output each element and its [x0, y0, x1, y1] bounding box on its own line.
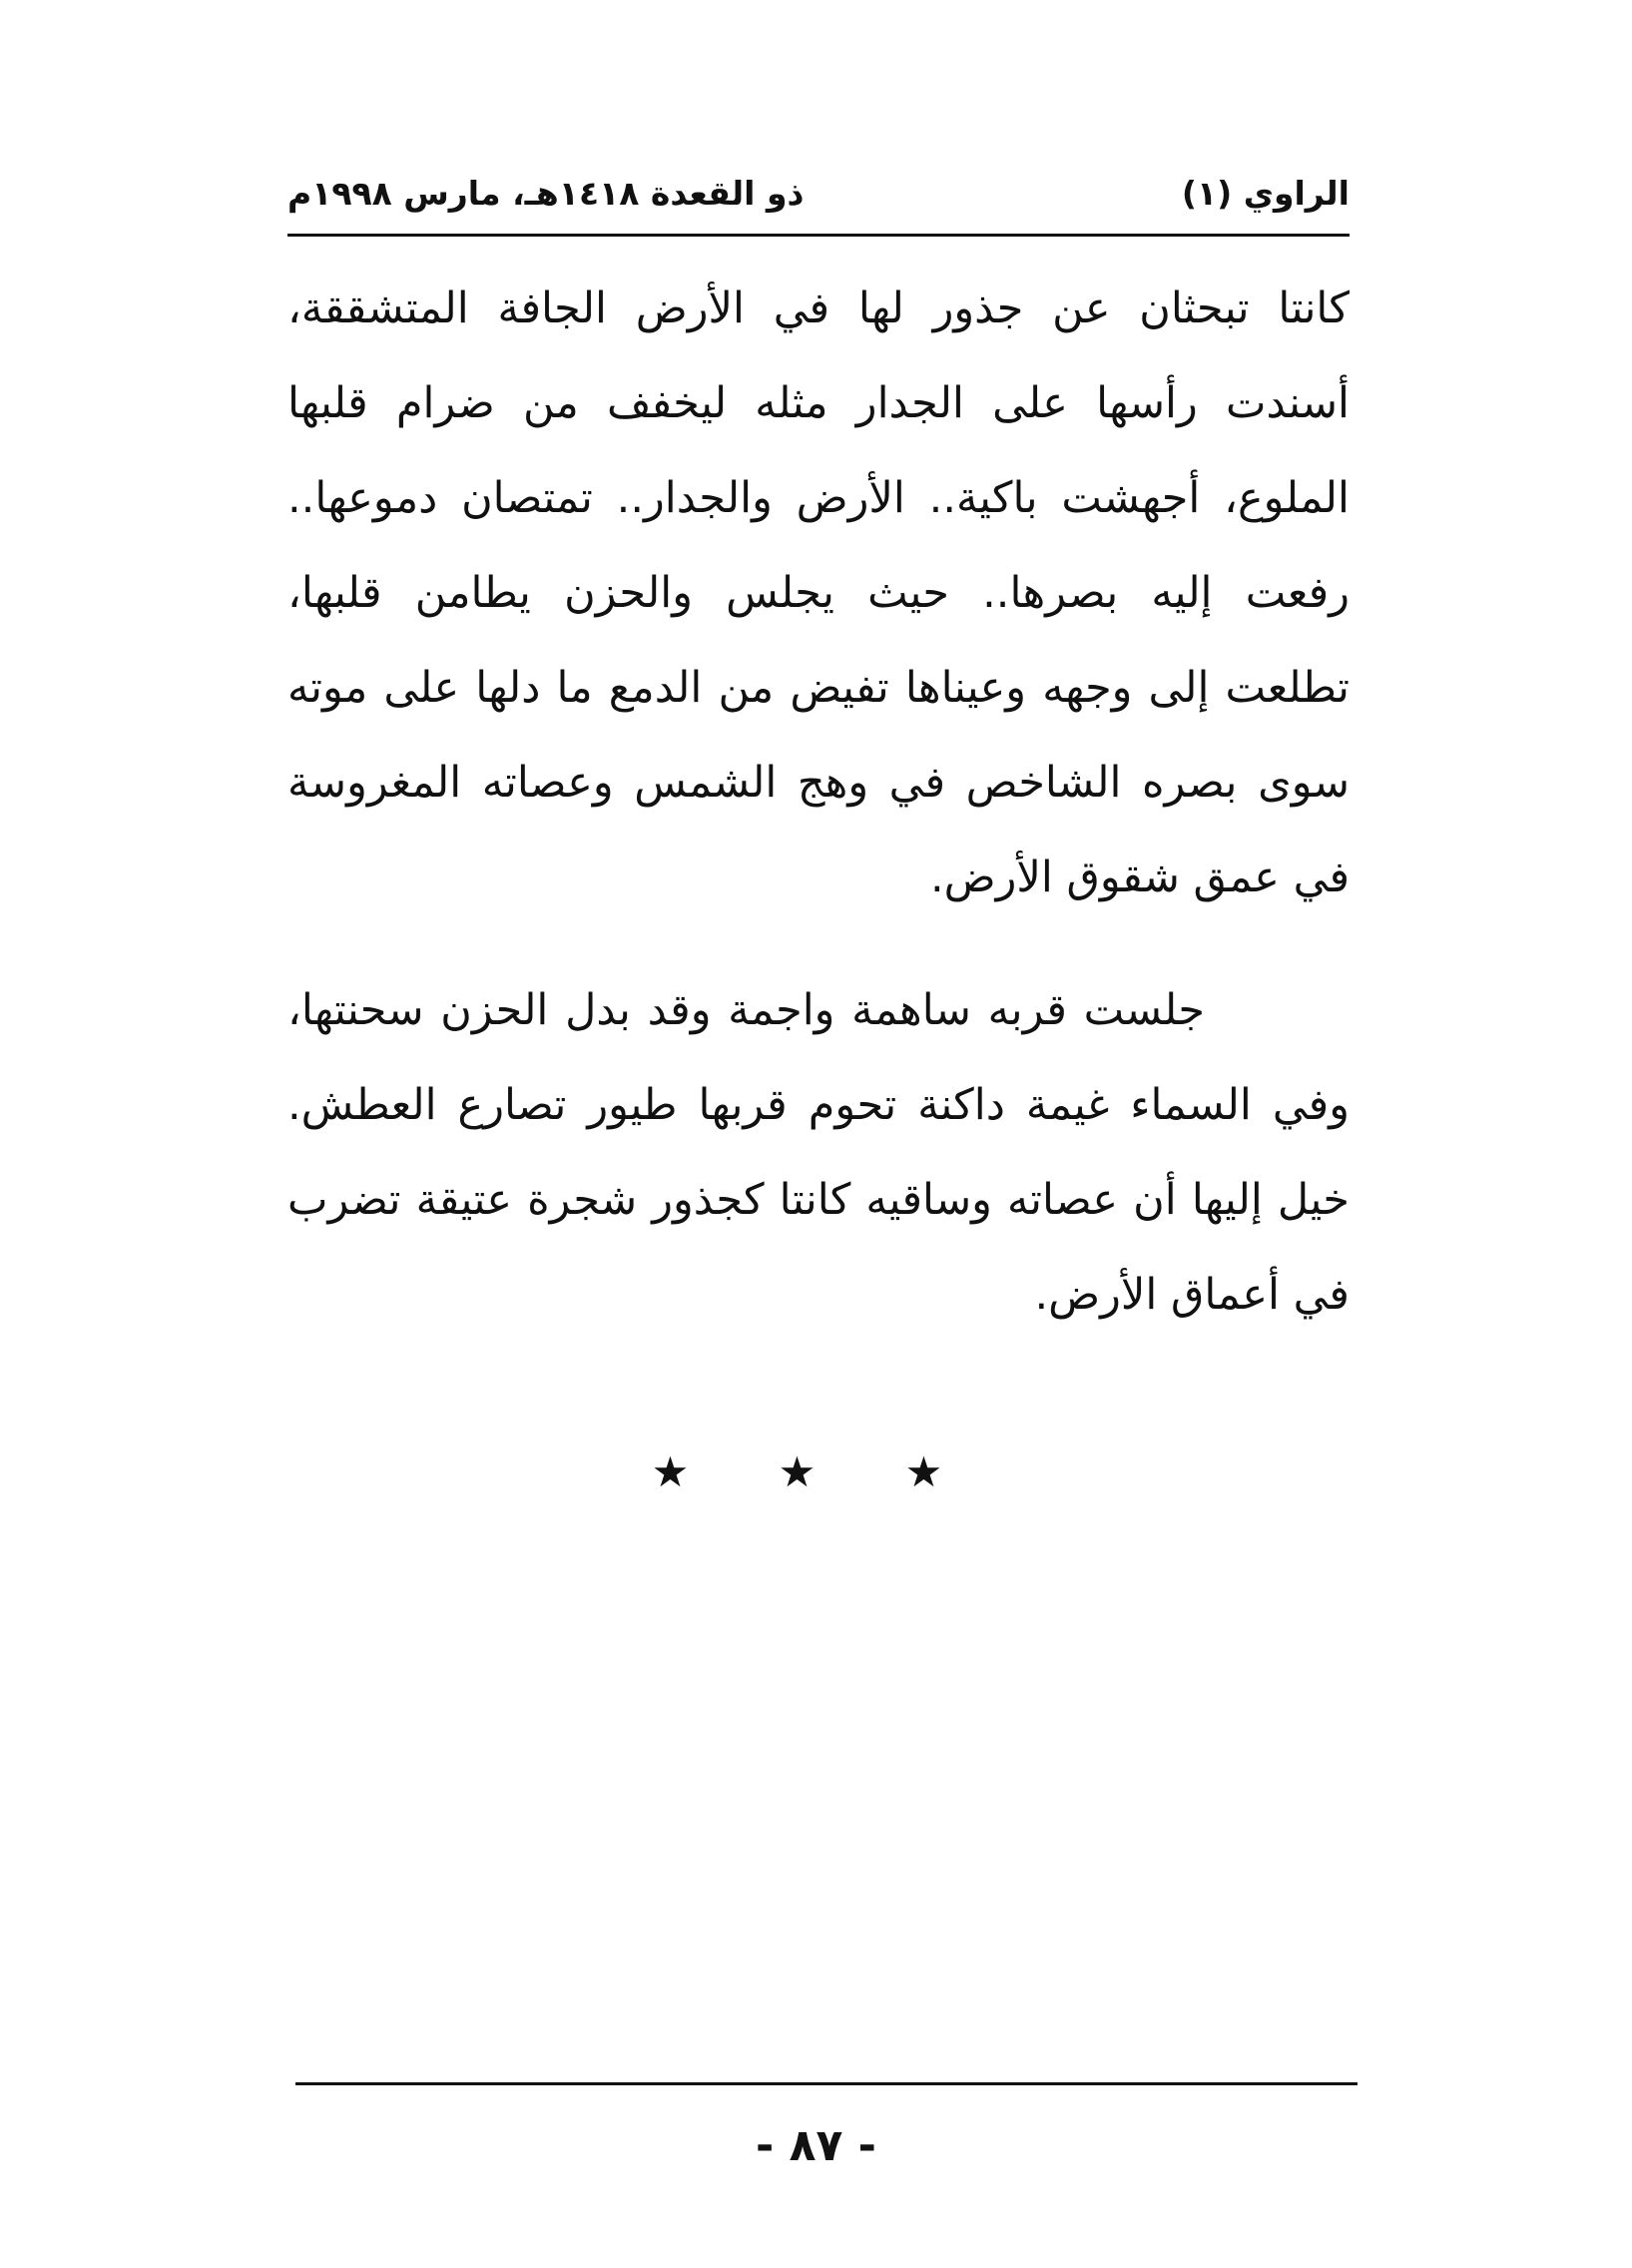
header-title: الراوي (١): [1181, 174, 1350, 213]
body-text: [287, 262, 1350, 1343]
running-header: [287, 168, 1350, 228]
paragraph-1: كانتا تبحثان عن جذور لها في الأرض الجافة المتشققة، أسندت رأسها على الجدار مثله ليخفف من ضرام قلبها الملوع، أجهشت باكية.. الأرض والجدار.. تمتصان دموعها.. رفعت إليه بصرها.. حيث يجلس والحزن يطامن قلبها، تطلعت إلى وجهه وعيناها تفيض من الدمع ما دلها على موته سوى بصره الشاخص في وهج الشمس وعصاته المغروسة في عمق شقوق الأرض.: [287, 284, 1350, 902]
header-divider: [287, 234, 1350, 237]
paragraph-2: جلست قربه ساهمة واجمة وقد بدل الحزن سحنتها، وفي السماء غيمة داكنة تحوم قربها طيور تصارع العطش. خيل إليها أن عصاته وساقيه كانتا كجذور شجرة عتيقة تضرب في أعماق الأرض.: [287, 985, 1350, 1320]
header-date: ذو القعدة ١٤١٨هـ، مارس ١٩٩٨م: [287, 174, 805, 213]
footer-divider: [295, 2082, 1358, 2085]
page-number: - ٨٧ -: [756, 2120, 876, 2171]
section-separator: ★ ★ ★: [651, 1447, 981, 1496]
